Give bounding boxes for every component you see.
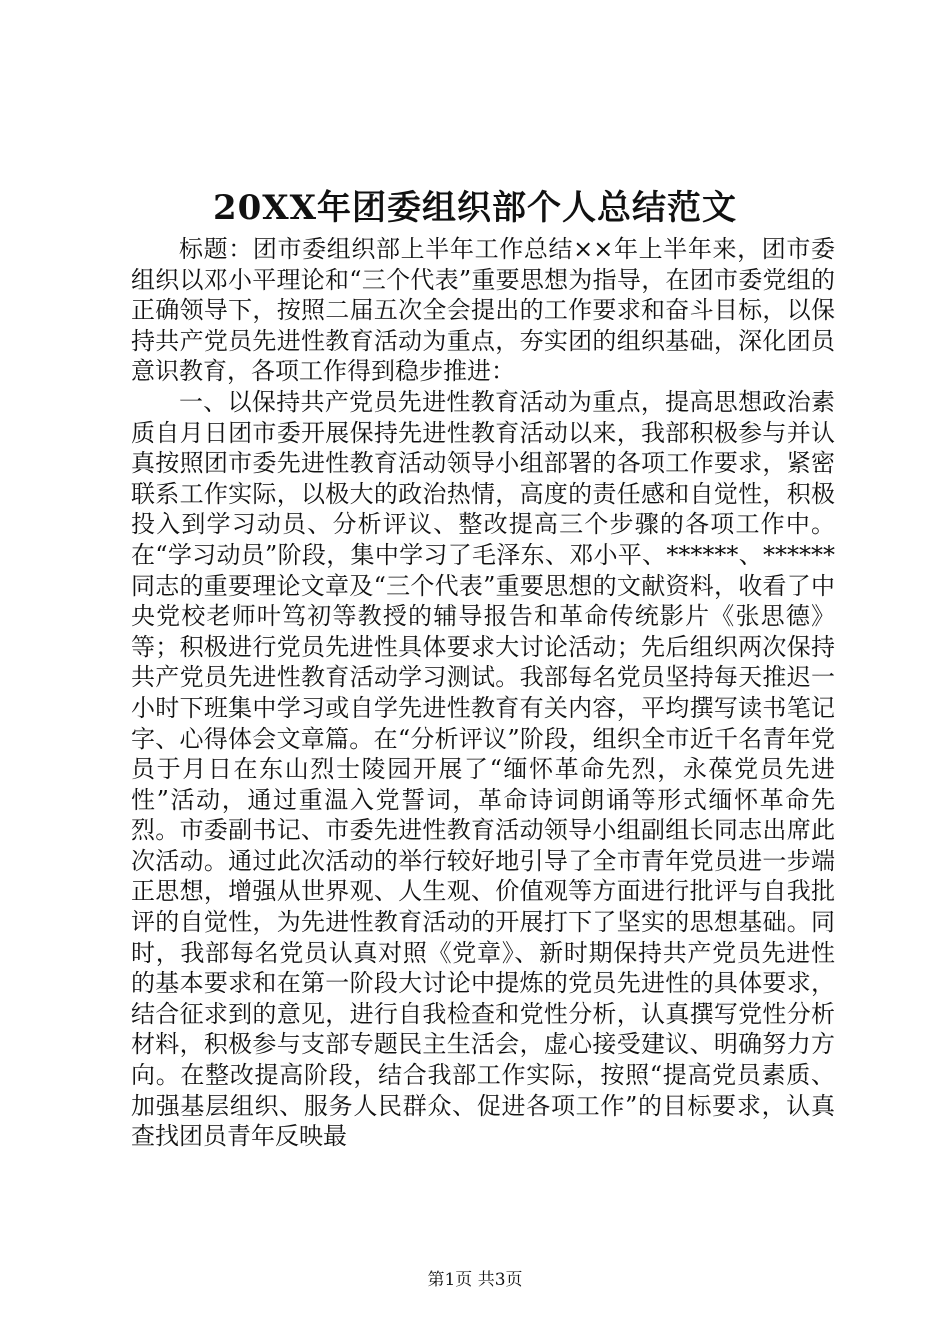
document-body: [131, 234, 835, 1152]
paragraph-section-one: 一、以保持共产党员先进性教育活动为重点，提高思想政治素质自月日团市委开展保持先进性教育活动以来，我部积极参与并认真按照团市委先进性教育活动领导小组部署的各项工作要求，紧密联系工作实际，以极大的政治热情，高度的责任感和自觉性，积极投入到学习动员、分析评议、整改提高三个步骤的各项工作中。在“学习动员”阶段，集中学习了毛泽东、邓小平、******、******同志的重要理论文章及“三个代表”重要思想的文献资料，收看了中央党校老师叶笃初等教授的辅导报告和革命传统影片《张思德》等；积极进行党员先进性具体要求大讨论活动；先后组织两次保持共产党员先进性教育活动学习测试。我部每名党员坚持每天推迟一小时下班集中学习或自学先进性教育有关内容，平均撰写读书笔记字、心得体会文章篇。在“分析评议”阶段，组织全市近千名青年党员于月日在东山烈士陵园开展了“缅怀革命先烈，永葆党员先进性”活动，通过重温入党誓词，革命诗词朗诵等形式缅怀革命先烈。市委副书记、市委先进性教育活动领导小组副组长同志出席此次活动。通过此次活动的举行较好地引导了全市青年党员进一步端正思想，增强从世界观、人生观、价值观等方面进行批评与自我批评的自觉性，为先进性教育活动的开展打下了坚实的思想基础。同时，我部每名党员认真对照《党章》、新时期保持共产党员先进性的基本要求和在第一阶段大讨论中提炼的党员先进性的具体要求，结合征求到的意见，进行自我检查和党性分析，认真撰写党性分析材料，积极参与支部专题民主生活会，虚心接受建议、明确努力方向。在整改提高阶段，结合我部工作实际，按照“提高党员素质、加强基层组织、服务人民群众、促进各项工作”的目标要求，认真查找团员青年反映最: [131, 387, 835, 1151]
paragraph-intro: 标题：团市委组织部上半年工作总结××年上半年来，团市委组织以邓小平理论和“三个代表”重要思想为指导，在团市委党组的正确领导下，按照二届五次全会提出的工作要求和奋斗目标，以保持共产党员先进性教育活动为重点，夯实团的组织基础，深化团员意识教育，各项工作得到稳步推进：: [131, 235, 835, 386]
document-title: 20XX年团委组织部个人总结范文: [212, 188, 738, 228]
page-number-footer: 第1页 共3页: [427, 1270, 523, 1290]
